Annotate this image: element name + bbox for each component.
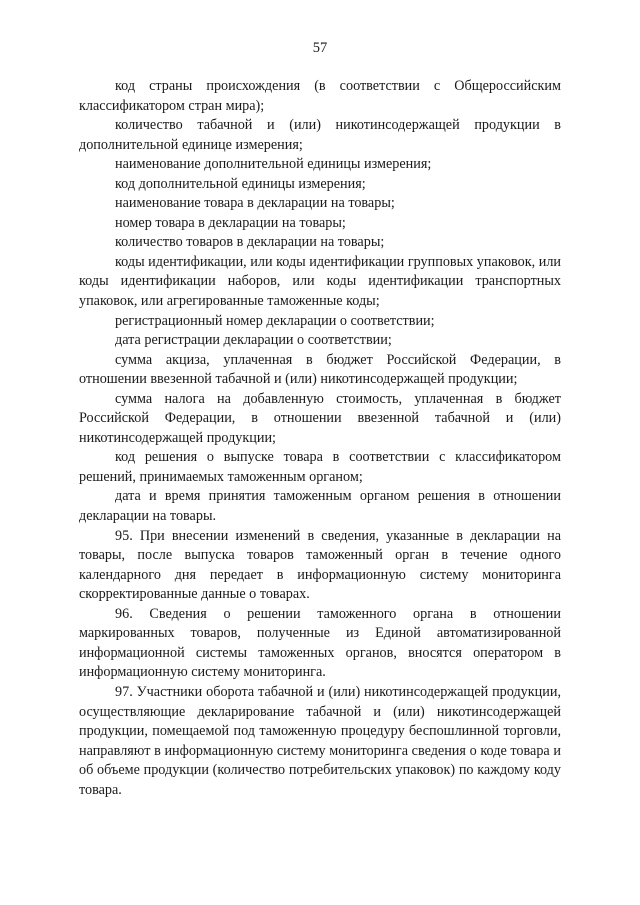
paragraph-country-of-origin-code: код страны происхождения (в соответствии с Общероссийским классификатором стран мира); bbox=[79, 78, 561, 114]
paragraph-goods-count: количество товаров в декларации на товары; bbox=[115, 234, 385, 251]
paragraph-section-97: 97. Участники оборота табачной и (или) никотинсодержащей продукции, осуществляющие декларирование табачной и (или) никотинсодержащей продукции, помещаемой под таможенную процедуру беспошлинной торговли, направляют в информационную систему мониторинга сведения о коде товара и об объеме продукции (количество потребительских упаковок) по каждому коду товара. bbox=[79, 683, 561, 798]
page-number: 57 bbox=[312, 40, 328, 56]
paragraph-goods-number: номер товара в декларации на товары; bbox=[115, 214, 346, 231]
paragraph-additional-unit-name: наименование дополнительной единицы измерения; bbox=[115, 156, 432, 173]
paragraph-additional-unit-code: код дополнительной единицы измерения; bbox=[115, 175, 366, 192]
paragraph-conformity-declaration-date: дата регистрации декларации о соответствии; bbox=[115, 332, 392, 349]
paragraph-vat-amount: сумма налога на добавленную стоимость, уплаченная в бюджет Российской Федерации, в отношении ввезенной табачной и (или) никотинсодержащей продукции; bbox=[79, 390, 561, 446]
paragraph-release-decision-code: код решения о выпуске товара в соответствии с классификатором решений, принимаемых таможенным органом; bbox=[79, 449, 561, 485]
paragraph-identification-codes: коды идентификации, или коды идентификации групповых упаковок, или коды идентификации наборов, или коды идентификации транспортных упаковок, или агрегированные таможенные коды; bbox=[79, 253, 561, 310]
paragraph-conformity-declaration-number: регистрационный номер декларации о соответствии; bbox=[115, 312, 435, 329]
paragraph-goods-name: наименование товара в декларации на товары; bbox=[115, 195, 395, 212]
document-body bbox=[79, 77, 561, 800]
paragraph-quantity-additional-unit: количество табачной и (или) никотинсодержащей продукции в дополнительной единице измерения; bbox=[79, 117, 561, 153]
paragraph-decision-datetime: дата и время принятия таможенным органом решения в отношении декларации на товары. bbox=[79, 488, 561, 525]
paragraph-section-95: 95. При внесении изменений в сведения, указанные в декларации на товары, после выпуска товаров таможенный орган в течение одного календарного дня передает в информационную систему мониторинга скорректированные данные о товарах. bbox=[79, 527, 561, 603]
paragraph-excise-amount: сумма акциза, уплаченная в бюджет Российской Федерации, в отношении ввезенной табачной и (или) никотинсодержащей продукции; bbox=[79, 351, 561, 388]
paragraph-section-96: 96. Сведения о решении таможенного органа в отношении маркированных товаров, полученные из Единой автоматизированной информационной системы таможенных органов, вносятся оператором в информационную систему мониторинга. bbox=[79, 605, 561, 681]
